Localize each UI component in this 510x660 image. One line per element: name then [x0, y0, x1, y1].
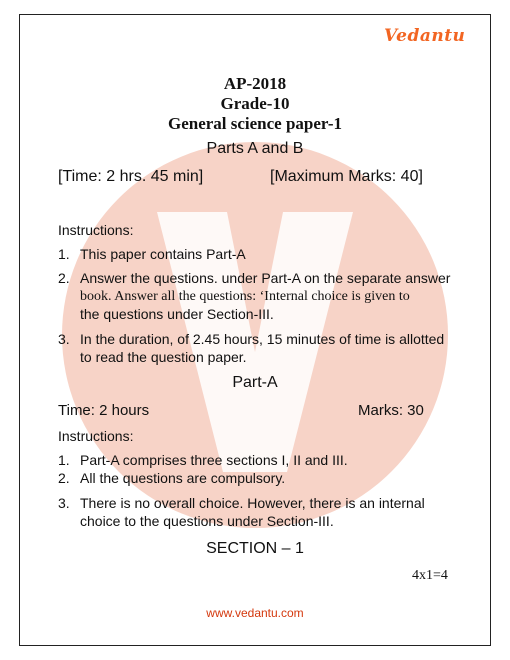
part-a-instruction-number: 2. — [58, 470, 70, 486]
instruction-number: 3. — [58, 331, 70, 347]
instruction-text: This paper contains Part-A — [80, 246, 246, 262]
section-marks: 4x1=4 — [412, 568, 448, 583]
section-title: SECTION – 1 — [206, 540, 304, 557]
time-allowed: [Time: 2 hrs. 45 min] — [58, 168, 204, 185]
maximum-marks: [Maximum Marks: 40] — [270, 168, 423, 185]
part-a-instruction-text: There is no overall choice. However, there is an internal — [80, 495, 425, 511]
part-a-instruction-text-cont: choice to the questions under Section-III. — [80, 513, 334, 529]
instruction-text: Answer the questions. under Part-A on the separate answer — [80, 270, 451, 286]
instruction-text-cont: to read the question paper. — [80, 349, 247, 365]
instruction-number: 1. — [58, 246, 70, 262]
part-a-instruction-number: 3. — [58, 495, 70, 511]
instructions-heading: Instructions: — [58, 222, 134, 238]
instruction-number: 2. — [58, 270, 70, 286]
part-a-time: Time: 2 hours — [58, 402, 150, 419]
instruction-text-cont: the questions under Section-III. — [80, 306, 274, 322]
exam-title: AP-2018 — [223, 74, 287, 93]
grade-title: Grade-10 — [220, 94, 290, 113]
part-a-title: Part-A — [232, 374, 278, 391]
parts-subtitle: Parts A and B — [206, 140, 304, 157]
part-a-instruction-text: Part-A comprises three sections I, II and III. — [80, 452, 348, 468]
part-a-instruction-text: All the questions are compulsory. — [80, 470, 286, 486]
instruction-text: In the duration, of 2.45 hours, 15 minutes of time is allotted — [80, 331, 445, 347]
part-a-marks: Marks: 30 — [358, 402, 424, 419]
paper-title: General science paper-1 — [167, 114, 343, 133]
part-a-instruction-number: 1. — [58, 452, 70, 468]
vedantu-logo: Vedantu — [384, 26, 466, 46]
footer-url[interactable]: www.vedantu.com — [206, 606, 304, 620]
instruction-text-cont: book. Answer all the questions: ‘Internal choice is given to — [80, 289, 410, 304]
part-a-instructions-heading: Instructions: — [58, 428, 134, 444]
